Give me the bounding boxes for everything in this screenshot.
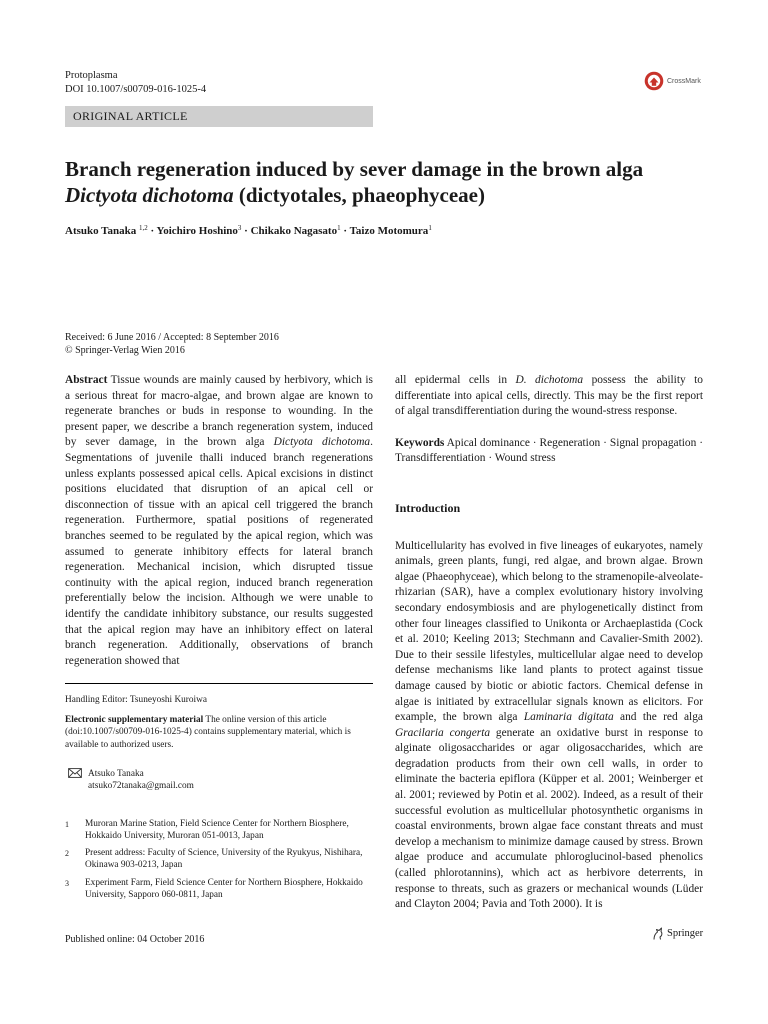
intro-text: ; Pavia and Toth xyxy=(476,898,553,911)
author-separator: · xyxy=(147,225,157,237)
corresponding-author xyxy=(65,768,373,793)
citation-link[interactable]: 2001 xyxy=(608,773,632,786)
affiliation-item xyxy=(65,877,373,902)
esm-text: The online version of this article (doi:10.1007/s00709-016-1025-4) contains supplementary material, which is available to authorized users. xyxy=(65,715,351,750)
citation-link[interactable]: 2002 xyxy=(673,633,697,646)
intro-text: ; Weinberger et al. xyxy=(395,773,703,802)
affiliation-text: Muroran Marine Station, Field Science Center for Northern Biosphere, Hokkaido University, Muroran 051-0013, Japan xyxy=(85,819,349,842)
author-affiliation-ref: 1 xyxy=(428,224,432,232)
intro-species: Gracilaria congerta xyxy=(395,726,491,739)
citation-link[interactable]: 2000 xyxy=(552,898,576,911)
intro-text: ; Stechmann and Cavalier-Smith xyxy=(516,633,674,646)
author-separator: · xyxy=(241,225,251,237)
keywords-label: Keywords xyxy=(395,436,445,449)
abstract-cont-2: possess the ability to differentiate into apical cells, directly. This may be the first report of algal transdifferentiation during the wound-stress response. xyxy=(395,374,703,418)
intro-text: generate an oxidative burst in response to alginate oligosaccharides or agar oligosaccharides, which are degradation products from their own cell walls, in order to eliminate the bacteria epiflora (Küpper et al. xyxy=(395,726,703,786)
received-accepted-dates: Received: 6 June 2016 / Accepted: 8 September 2016 xyxy=(65,332,279,343)
abstract-label: Abstract xyxy=(65,374,108,386)
citation-link[interactable]: 2002 xyxy=(550,789,574,802)
springer-logo xyxy=(651,926,703,941)
abstract-species: Dictyota dichotoma xyxy=(273,436,371,449)
intro-text: ). Indeed, as a result of their successful evolution as multicellular photosynthetic organisms in coastal environments, brown algae face constant threats and must develop a mechanism to minimize damage caused by stress. Brown algae produce and accumulate phloroglucinol-based phenolics (called phlorotannins), which act as herbivore deterrents, in response to threats, such as grazers or mechanical wounds (Lüder and Clayton xyxy=(395,789,703,911)
affiliation-number: 2 xyxy=(65,849,69,858)
keywords-paragraph xyxy=(395,436,703,467)
article-title xyxy=(65,156,705,208)
article-type-bar: ORIGINAL ARTICLE xyxy=(65,106,373,127)
abstract-paragraph xyxy=(65,373,373,669)
citation-link[interactable]: 2013 xyxy=(493,633,517,646)
springer-horse-icon xyxy=(651,926,664,941)
crossmark-badge[interactable] xyxy=(644,71,701,91)
author-name[interactable]: Yoichiro Hoshino xyxy=(156,225,238,237)
intro-species: Laminaria digitata xyxy=(523,711,614,724)
affiliation-item xyxy=(65,847,373,872)
abstract-cont-1: all epidermal cells in xyxy=(395,374,516,386)
copyright-line: © Springer-Verlag Wien 2016 xyxy=(65,345,185,356)
keywords-text: Apical dominance · Regeneration · Signal propagation · Transdifferentiation · Wound stress xyxy=(395,436,703,465)
citation-link[interactable]: 2010 xyxy=(423,633,446,646)
crossmark-label: CrossMark xyxy=(667,77,701,85)
envelope-icon xyxy=(65,768,82,778)
introduction-paragraph xyxy=(395,539,703,913)
author-affiliation-ref: 1,2 xyxy=(139,224,148,232)
citation-link[interactable]: 2001 xyxy=(409,789,433,802)
author-separator: · xyxy=(340,225,350,237)
affiliation-text: Experiment Farm, Field Science Center for Northern Biosphere, Hokkaido University, Sapporo 060-0811, Japan xyxy=(85,878,363,901)
author-list xyxy=(65,224,432,237)
title-line-1: Branch regeneration induced by sever damage in the brown alga xyxy=(65,157,644,181)
abstract-continuation xyxy=(395,373,703,420)
contact-email[interactable]: atsuko72tanaka@gmail.com xyxy=(88,781,194,792)
handling-editor: Handling Editor: Tsuneyoshi Kuroiwa xyxy=(65,695,207,705)
title-rest: (dictyotales, phaeophyceae) xyxy=(233,183,485,207)
affiliation-item xyxy=(65,818,373,843)
intro-text: ; reviewed by Potin et al. xyxy=(432,789,551,802)
right-column xyxy=(395,373,703,913)
affiliation-number: 1 xyxy=(65,820,69,829)
contact-name: Atsuko Tanaka xyxy=(88,769,144,779)
publisher-name: Springer xyxy=(667,928,704,939)
introduction-heading: Introduction xyxy=(395,500,461,515)
affiliation-number: 3 xyxy=(65,879,69,888)
author-name[interactable]: Chikako Nagasato xyxy=(250,225,338,237)
citation-link[interactable]: 2004 xyxy=(453,898,476,911)
affiliation-text: Present address: Faculty of Science, University of the Ryukyus, Nishihara, Okinawa 903-0213, Japan xyxy=(85,848,363,871)
abstract-text-2: . Segmentations of juvenile thalli induced branch regenerations unless explants possessed apical cells. Apical excisions in distinct positions elucidated that disruption of an apical cell or disconnection of tissue with an apical cell triggered the branch regeneration. Furthermore, spatial positions of regenerated branches seemed to be regulated by the apical region, which was assumed to generate inhibitory effects for lateral branch regeneration. Mechanical incision, which disrupted tissue continuity with the apical region, induced branch regeneration preferentially below the incision. Although we were unable to identify the candidate inhibitory substance, our results suggested that the apical region may have an inhibitory effect on lateral branch regeneration. Additionally, observations of branch regeneration showed that xyxy=(65,436,373,667)
author-name[interactable]: Atsuko Tanaka xyxy=(65,225,137,237)
intro-text: Multicellularity has evolved in five lineages of eukaryotes, namely animals, green plants, fungi, red algae, and brown algae. Brown algae (Phaeophyceae), which belong to the stramenopile-alveolate-rhizarian (SAR), have a complex evolutionary history involving secondary endosymbiosis and are phylogenetically distinct from other four lineages classified to Unikonta or Archaeplastida (Cock et al. xyxy=(395,539,703,646)
intro-text: ; Keeling xyxy=(445,633,494,646)
intro-text: and the red alga xyxy=(613,711,703,724)
journal-header xyxy=(65,69,206,97)
journal-name: Protoplasma xyxy=(65,70,118,81)
supplementary-material-note xyxy=(65,714,373,751)
abstract-text-1: Tissue wounds are mainly caused by herbivory, which is a serious threat for macro-algae, and brown algae are known to regenerate branches or buds in response to wounding. In the present paper, we describe a branch regeneration system, induced by sever damage, in the brown alga xyxy=(65,374,373,449)
intro-text: ). It is xyxy=(575,898,603,911)
abstract-cont-species: D. dichotoma xyxy=(515,374,584,386)
title-species: Dictyota dichotoma xyxy=(65,183,234,207)
intro-text: ). Due to their sessile lifestyles, multicellular algae need to develop defense mechanisms like land plants to protect against tissue damage caused by biotic or abiotic factors. Chemical defense in algae is initiated by extracellular signals known as elicitors. For example, the brown alga xyxy=(395,633,704,724)
footnote-divider xyxy=(65,683,373,684)
publication-dates xyxy=(65,331,279,357)
published-online-date: Published online: 04 October 2016 xyxy=(65,934,205,945)
author-affiliation-ref: 1 xyxy=(337,224,341,232)
esm-label: Electronic supplementary material xyxy=(65,715,204,725)
doi[interactable]: DOI 10.1007/s00709-016-1025-4 xyxy=(65,84,207,95)
author-name[interactable]: Taizo Motomura xyxy=(349,225,429,237)
author-affiliation-ref: 3 xyxy=(237,224,242,232)
left-column xyxy=(65,373,373,669)
crossmark-icon xyxy=(644,71,664,91)
